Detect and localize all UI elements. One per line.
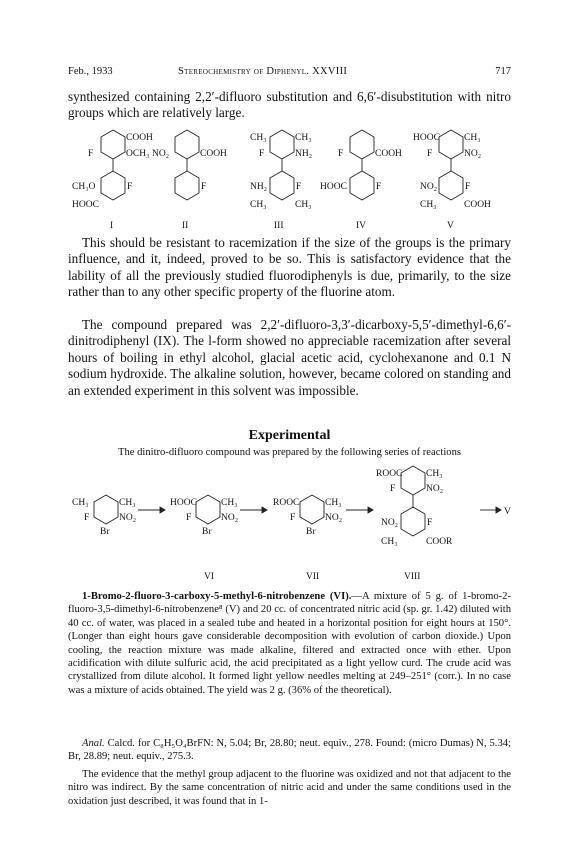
end-product-label: V: [504, 507, 511, 517]
iii-nh2-bottom: NH₂: [250, 182, 268, 192]
running-title: Stereochemistry of Diphenyl. XXVIII: [178, 66, 348, 77]
compound-label-iv: IV: [356, 221, 367, 231]
reaction-arrow: [346, 507, 373, 513]
viii-ch3-bottom: CH₃: [381, 537, 398, 547]
v-no2-top: NO₂: [464, 149, 482, 159]
compound-vi-structure: [170, 495, 238, 582]
vii-f: F: [290, 513, 296, 523]
iii-f-top: F: [259, 149, 265, 159]
ii-no2: NO₂: [152, 149, 170, 159]
viii-no2-bottom: NO₂: [381, 518, 399, 528]
evidence-paragraph: The evidence that the methyl group adjacent to the fluorine was oxidized and not that adjacent to the nitro was indirect. By the same concentration of nitric acid and under the same conditions used in the oxidation just described, it was found that in 1-: [68, 769, 511, 807]
v-hooc: HOOC: [413, 133, 440, 143]
vi-ch3: CH₃: [221, 498, 238, 508]
v-f-top: F: [427, 149, 433, 159]
iii-ch3-tr: CH₃: [295, 133, 312, 143]
vi-hooc: HOOC: [170, 498, 197, 508]
compound-label-viii: VIII: [404, 572, 421, 582]
sm-ch3-left: CH₃: [72, 498, 89, 508]
paragraph-compound-prepared: The compound prepared was 2,2′-difluoro-3,3′-dicarboxy-5,5′-dimethyl-6,6′-dinitrodiphenyl (IX). The l-form showed no appreciable racemization after several hours of boiling in ethyl alcohol, glacial acetic acid, cyclohexanone and 0.1 N sodium hydroxide. The alkaline solution, however, became colored on standing and an extended experiment in this solvent was impossible.: [68, 317, 511, 398]
vi-br: Br: [202, 527, 212, 537]
reaction-arrow: [240, 507, 267, 513]
compound-vii-structure: [273, 495, 342, 582]
compound-label-vii: VII: [306, 572, 320, 582]
compound-title: 1-Bromo-2-fluoro-3-carboxy-5-methyl-6-nitrobenzene (VI).: [82, 591, 352, 602]
viii-ch3-top: CH₃: [426, 469, 443, 479]
iv-f-bottom: F: [376, 182, 382, 192]
ii-f: F: [201, 182, 207, 192]
i-f-top: F: [88, 149, 94, 159]
section-heading-experimental: Experimental: [248, 428, 331, 443]
i-ch3o: CH₃O: [72, 182, 96, 192]
analysis-paragraph: [68, 737, 511, 764]
experimental-procedure: —A mixture of 5 g. of 1-bromo-2-fluoro-3,5-dimethyl-6-nitrobenzene⁸ (V) and 20 cc. of concentrated nitric acid (sp. gr. 1.42) diluted with 40 cc. of water, was placed in a sealed tube and heated in a horizontal position for eight hours at 150°. (Longer than eight hours gave considerable decomposition with evolution of carbon dioxide.) Upon cooling, the reaction mixture was made alkaline, filtered and extracted once with ether. Upon acidification with dilute sulfuric acid, the acid precipitated as a light yellow curd. The crude acid was crystallized from dilute alcohol. It formed light yellow needles melting at 249–251° (corr.). In no case was a mixture of acids obtained. The yield was 2 g. (36% of the theoretical).: [68, 591, 511, 696]
compound-v-structure: [413, 130, 491, 231]
compound-ii-structure: [152, 130, 227, 231]
iv-f-top: F: [338, 149, 344, 159]
sm-f: F: [84, 513, 90, 523]
compound-i-structure: [72, 130, 153, 231]
sm-br: Br: [100, 527, 110, 537]
i-cooh: COOH: [126, 133, 153, 143]
v-no2-bottom: NO₂: [420, 182, 438, 192]
compound-label-i: I: [110, 221, 114, 231]
viii-coor: COOR: [426, 537, 453, 547]
paragraph-racemization: This should be resistant to racemization if the size of the groups is the primary influence, and it, indeed, proved to be so. This is satisfactory evidence that the lability of all the previously studied fluorodiphenyls is due, primarily, to the size rather than to any other specific property of the fluorine atom.: [68, 235, 511, 300]
iii-nh2-top: NH₂: [295, 149, 313, 159]
iii-f-bottom: F: [296, 182, 302, 192]
viii-no2-top: NO₂: [426, 484, 444, 494]
page-number: 717: [495, 66, 511, 77]
ii-cooh: COOH: [200, 149, 227, 159]
i-hooc: HOOC: [72, 200, 99, 210]
iii-ch3-tl: CH₃: [250, 133, 267, 143]
compound-label-ii: II: [182, 221, 189, 231]
reaction-arrow: [480, 507, 501, 513]
iii-ch3-bl: CH₃: [250, 200, 267, 210]
sm-no2: NO₂: [119, 513, 137, 523]
compound-iv-structure: [320, 130, 402, 231]
iv-hooc: HOOC: [320, 182, 347, 192]
compound-label-iii: III: [274, 221, 284, 231]
v-cooh-bottom: COOH: [464, 200, 491, 210]
viii-f-bottom: F: [427, 518, 433, 528]
anal-label: Anal.: [82, 738, 105, 749]
v-f-bottom: F: [465, 182, 471, 192]
starting-material-structure: [72, 495, 136, 537]
v-ch3-bottom: CH₃: [420, 200, 437, 210]
experimental-paragraph-vi: [68, 590, 511, 697]
vii-ch3: CH₃: [325, 498, 342, 508]
header-date: Feb., 1933: [68, 66, 113, 77]
iv-cooh: COOH: [375, 149, 402, 159]
viii-rooc: ROOC: [376, 469, 403, 479]
compound-viii-structure: [376, 466, 453, 582]
compound-iii-structure: [250, 130, 312, 231]
i-f-bottom: F: [127, 182, 133, 192]
reaction-arrow: [138, 507, 165, 513]
vii-rooc: ROOC: [273, 498, 300, 508]
vi-no2: NO₂: [221, 513, 239, 523]
vii-no2: NO₂: [325, 513, 343, 523]
compound-label-v: V: [447, 221, 454, 231]
anal-text: Calcd. for C₈H₅O₄BrFN: N, 5.04; Br, 28.80; neut. equiv., 278. Found: (micro Dumas) N, 5.34; Br, 28.89; neut. equiv., 275.3.: [68, 738, 511, 763]
vi-f: F: [186, 513, 192, 523]
sm-ch3-right: CH₃: [119, 498, 136, 508]
figure-reaction-scheme: [0, 462, 579, 587]
iii-ch3-br: CH₃: [295, 200, 312, 210]
compound-label-vi: VI: [204, 572, 215, 582]
i-och3: OCH₃: [126, 149, 150, 159]
viii-f-top: F: [390, 484, 396, 494]
vii-br: Br: [306, 527, 316, 537]
intro-text: synthesized containing 2,2′-difluoro substitution and 6,6′-disubstitution with nitro groups which are relatively large.: [68, 89, 511, 121]
experimental-intro: The dinitro-difluoro compound was prepared by the following series of reactions: [117, 447, 462, 458]
v-ch3-top: CH₃: [464, 133, 481, 143]
